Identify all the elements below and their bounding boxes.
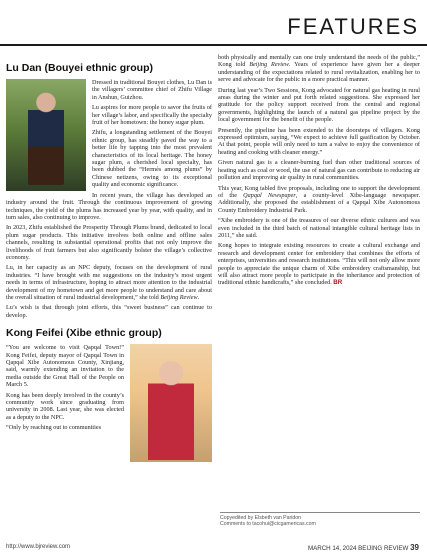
right-column: [218, 54, 420, 290]
right-paragraph-5: This year, Kong tabled five proposals, including one to support the development of the Qapqal Newspaper, a county-level Xibe-language newspaper. Additionally, she proposed the establishment of a Qapqal Xibe Autonomous County Embroidery Industrial Park.: [218, 184, 421, 214]
kong-paragraph-2: Kong has been deeply involved in the county’s community work since graduating from university in 2008. Last year, she was elected as a deputy to the NPC.: [6, 391, 124, 421]
footer-issue: MARCH 14, 2024 BEIJING REVIEW 39: [307, 543, 419, 552]
right-paragraph-1: both physically and mentally can one truly understand the needs of the public,” Kong told Beijing Review. Years of experience have given her a deeper understanding of the expectations related to rural revitalization, enabling her to serve and advocate for the public in a more practical manner.: [218, 54, 420, 84]
lu-paragraph-6: Lu, in her capacity as an NPC deputy, focuses on the development of rural industries. “I have brought with me suggestions on the industry’s most urgent needs in terms of infrastructure, hoping to attract more attention to the industrial development of my hometown and get more people to understand and care about the overall situation of rural industrial development,” she told Beijing Review.: [6, 264, 212, 301]
copyright-rule: [220, 512, 420, 513]
copyright-note: [220, 515, 316, 528]
portrait-figure: [28, 89, 64, 185]
right-paragraph-6: “Xibe embroidery is one of the treasures of our diverse ethnic cultures and was even included in the third batch of national intangible cultural heritage lists in 2011,” she said.: [218, 217, 420, 239]
section-title: FEATURES: [287, 14, 419, 39]
lu-paragraph-2: Lu aspires for more people to savor the fruits of her village’s labor, and specifically the specialty fruit of her hometown: the honey sugar plum.: [92, 104, 212, 127]
comments-line: Comments to tacohui@cicgamericas.com: [220, 521, 316, 528]
kong-feifei-photo: [130, 344, 212, 462]
right-paragraph-7: Kong hopes to integrate existing resources to create a cultural exchange and research and development center for embroidery that combines the efforts of enterprises, universities and research institutions. “This will not only allow more people to appreciate the unique charm of Xibe embroidery craftsmanship, but will also attract more people to participate in the inheritance and protection of traditional ethnic handicrafts,” she concluded. BR: [218, 242, 420, 287]
page-number: 39: [410, 543, 419, 552]
br-end-mark: BR: [333, 279, 343, 287]
footer-url: http://www.bjreview.com: [6, 544, 71, 550]
lu-dan-photo: [6, 79, 86, 191]
kong-paragraph-1: “You are welcome to visit Qapqal Town!” Kong Feifei, deputy mayor of Qapqal Town in Qapqal Xibe Autonomous County, Xinjiang, said, warmly extending an invitation to the media outside the Great Hall of the People on March 5.: [6, 344, 124, 389]
lu-paragraph-1: Dressed in traditional Bouyei clothes, Lu Dan is the villagers’ committee chief of Zhifu Village in Anshun, Guizhou.: [92, 79, 212, 101]
lu-paragraph-7: Lu’s wish is that through joint efforts, this “sweet business” can continue to develop.: [6, 304, 212, 319]
kong-heading: Kong Feifei (Xibe ethnic group): [6, 327, 162, 340]
right-paragraph-4: Given natural gas is a cleaner-burning fuel than other traditional sources of heating such as coal or wood, the use of natural gas can contribute to reducing air pollution and improving air quality in rural communities.: [218, 159, 420, 182]
left-column: [6, 54, 212, 466]
lu-paragraph-3: Zhifu, a longstanding settlement of the Bouyei ethnic group, has steadily paved the way to a better life by tapping into the most prevalent characteristics of its local heritage. The honey sugar plum, a cherished local specialty, has been dubbed the “Hermès among plums” by Chinese netizens, owing to its exceptional quality and economic significance.: [92, 129, 212, 189]
lu-heading: Lu Dan (Bouyei ethnic group): [6, 62, 153, 74]
copyedit-line: Copyedited by Elsbeth van Paridon: [220, 515, 302, 521]
lu-paragraph-5: In 2023, Zhifu established the Prosperity Through Plums brand, dedicated to local plum sugar products. This initiative involves both online and offline sales channels, resulting in substantial operational profits that not only improve the livelihoods of fruit farmers but also significantly bolster the village’s collective economy.: [6, 224, 212, 261]
lu-paragraph-4: In recent years, the village has developed an industry around the fruit. Through the continuous improvement of growing techniques, the yield of the plums has increased year by year, with quality, and in turn sales, also continuing to improve.: [6, 191, 212, 221]
header-rule: [0, 44, 427, 46]
kong-paragraph-3: “Only by reaching out to communities: [6, 424, 102, 432]
portrait-figure: [148, 354, 194, 460]
right-paragraph-2: During last year’s Two Sessions, Kong advocated for natural gas heating in rural areas during the winter and put forth related suggestions. She expressed her gratitude for the policy support received from the central and regional governments, highlighting the launch of a natural gas pipeline project by the local government for the benefit of the people.: [218, 86, 420, 124]
right-paragraph-3: Presently, the pipeline has been extended to the doorsteps of villagers. Kong expressed optimism, saying, “We expect to achieve full gasification by October. At that point, people will only need to turn a valve to enjoy the convenience of heating and cooking with cleaner energy.”: [218, 126, 420, 156]
